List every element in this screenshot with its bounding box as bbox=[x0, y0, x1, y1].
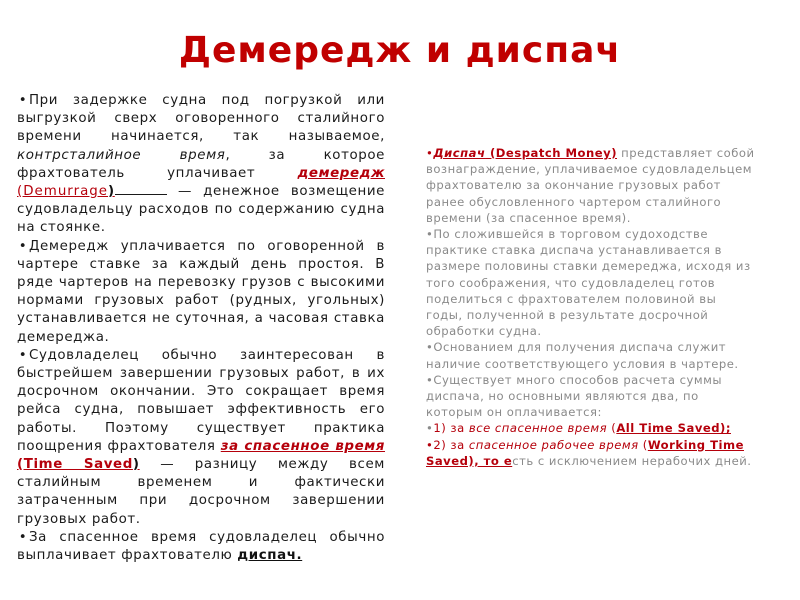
right-column bbox=[416, 145, 756, 469]
bullet-icon: • bbox=[18, 238, 28, 254]
demurrage-term: демередж (Demurrage) bbox=[17, 165, 385, 200]
working-time-saved-term: Working Time Saved), то е bbox=[426, 437, 744, 468]
despatch-money-term: Диспач (Despatch Money) bbox=[433, 146, 617, 160]
contra-laytime-term: контрсталийное время bbox=[17, 147, 226, 163]
time-saved-term: за спасенное время (Time Saved) bbox=[17, 438, 386, 473]
paragraph-despatch-payment: • За спасенное время судовладелец обычно выплачивает фрахтователю диспач. bbox=[17, 529, 385, 564]
paragraph-time-saved: • Судовладелец обычно заинтересован в быстрейшем завершении грузовых работ, в их досрочном окончании. Это сокращает время рейса судна, повышает эффективность его работы. Поэтому существует практика поощрения фрахтователя за спасенное время (Time Saved) — разницу между всем сталийным временем и фактически затраченным при досрочном завершении грузовых работ. bbox=[17, 347, 386, 527]
underline-blank bbox=[115, 184, 167, 195]
method-working-time-saved: •2) за спасенное рабочее время (Working Time Saved), то есть с исключением нерабочих дней. bbox=[426, 437, 752, 468]
despatch-term: диспач. bbox=[237, 548, 303, 564]
paragraph-demurrage-definition: • При задержке судна под погрузкой или выгрузкой сверх оговоренного сталийного времени начинается, так называемое, контрсталийное время, за которое фрахтователь уплачивает демередж (Demurrage) — денежное возмещение судовладельцу расходов по содержанию судна на стоянке. bbox=[17, 93, 385, 236]
all-time-saved-term: All Time Saved); bbox=[616, 421, 731, 436]
bullet-icon: • bbox=[426, 421, 434, 436]
bullet-icon: • bbox=[18, 347, 28, 363]
paragraph-demurrage-rate: • Демередж уплачивается по оговоренной в чартере ставке за каждый день простоя. В ряде чартеров на перевозку грузов с высокими нормами грузовых работ (рудных, угольных) устанавливается не суточная, а часовая ставка демереджа. bbox=[17, 238, 385, 345]
bullet-icon: • bbox=[426, 372, 434, 387]
bullet-icon: • bbox=[18, 93, 28, 108]
method-all-time-saved: •1) за все спасенное время (All Time Saved); bbox=[426, 421, 731, 436]
bullet-icon: • bbox=[426, 227, 434, 242]
paragraph-despatch-rate: •По сложившейся в торговом судоходстве практике ставка диспача устанавливается в размере половины ставки демереджа, исходя из того соображения, что судовладелец готов поделиться с фрахтователем половиной вы годы, полученной в результате досрочной обработки судна. bbox=[426, 227, 751, 339]
bullet-icon: • bbox=[426, 340, 434, 355]
slide-title: Демередж и диспач bbox=[178, 30, 622, 71]
paragraph-calculation-methods: •Существует много способов расчета суммы диспача, но основными являются два, по которым он оплачивается: bbox=[426, 372, 723, 420]
bullet-icon: • bbox=[426, 146, 434, 160]
paragraph-despatch-basis: •Основанием для получения диспача служит наличие соответствующего условия в чартере. bbox=[426, 340, 739, 371]
bullet-icon: • bbox=[18, 529, 28, 545]
paragraph-despatch-definition: •Диспач (Despatch Money) представляет собой вознаграждение, уплачиваемое судовладельцем фрахтователю за окончание грузовых работ ранее обусловленного чартером сталийного времени (за спасенное время). bbox=[426, 146, 755, 225]
left-column bbox=[17, 92, 385, 565]
bullet-icon: • bbox=[426, 437, 434, 452]
